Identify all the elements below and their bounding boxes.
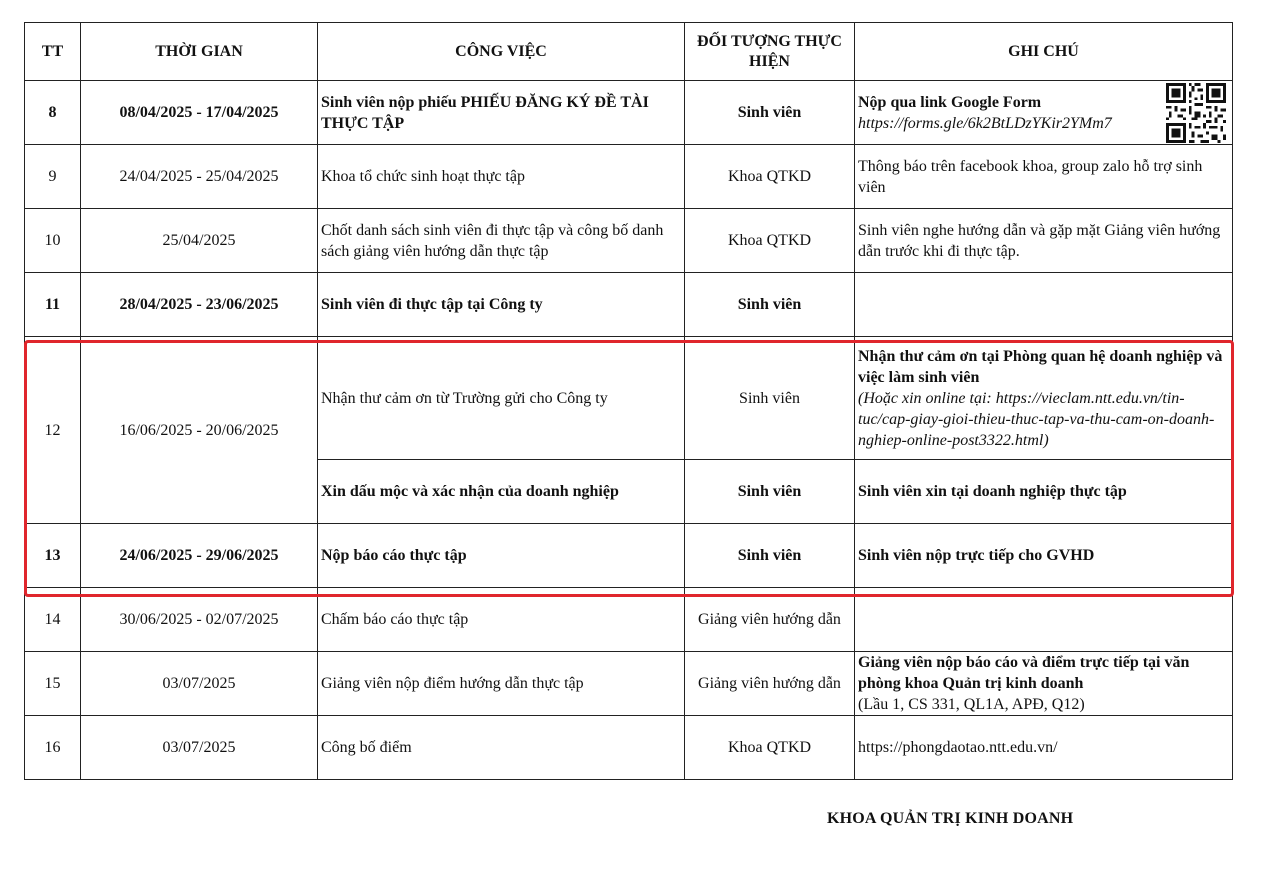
cell-note [855, 337, 1233, 460]
cell-target: Sinh viên [685, 460, 855, 524]
cell-task: Giảng viên nộp điểm hướng dẫn thực tập [318, 652, 685, 716]
cell-target: Giảng viên hướng dẫn [685, 588, 855, 652]
cell-task: Nộp báo cáo thực tập [318, 524, 685, 588]
cell-tt: 14 [25, 588, 81, 652]
phongdaotao-link[interactable]: https://phongdaotao.ntt.edu.vn/ [855, 716, 1233, 780]
table-row [25, 145, 1233, 209]
header-time: THỜI GIAN [81, 23, 318, 81]
cell-tt: 16 [25, 716, 81, 780]
cell-target: Giảng viên hướng dẫn [685, 652, 855, 716]
vieclam-link[interactable]: (Hoặc xin online tại: https://vieclam.ntt.edu.vn/tin-tuc/cap-giay-gioi-thieu-thuc-tap-va-thu-cam-on-doanh-nghiep-online-post3322.html) [858, 389, 1215, 449]
cell-tt: 8 [25, 81, 81, 145]
table-row [25, 337, 1233, 460]
header-target: ĐỐI TƯỢNG THỰC HIỆN [685, 23, 855, 81]
cell-time: 08/04/2025 - 17/04/2025 [81, 81, 318, 145]
cell-note: Sinh viên xin tại doanh nghiệp thực tập [855, 460, 1233, 524]
cell-note: Thông báo trên facebook khoa, group zalo hỗ trợ sinh viên [855, 145, 1233, 209]
table-row [25, 588, 1233, 652]
header-task: CÔNG VIỆC [318, 23, 685, 81]
schedule-table [24, 22, 1233, 780]
qr-code-icon [1163, 83, 1229, 143]
cell-tt: 9 [25, 145, 81, 209]
cell-note [855, 652, 1233, 716]
cell-target: Khoa QTKD [685, 145, 855, 209]
cell-target: Sinh viên [685, 337, 855, 460]
cell-target: Sinh viên [685, 524, 855, 588]
table-row [25, 652, 1233, 716]
header-tt: TT [25, 23, 81, 81]
note-title: Giảng viên nộp báo cáo và điểm trực tiếp tại văn phòng khoa Quản trị kinh doanh [858, 654, 1190, 692]
note-title: Nhận thư cảm ơn tại Phòng quan hệ doanh nghiệp và việc làm sinh viên [858, 347, 1223, 386]
cell-time: 03/07/2025 [81, 652, 318, 716]
cell-target: Khoa QTKD [685, 209, 855, 273]
cell-task: Chốt danh sách sinh viên đi thực tập và công bố danh sách giảng viên hướng dẫn thực tập [318, 209, 685, 273]
note-address: (Lầu 1, CS 331, QL1A, APĐ, Q12) [858, 696, 1085, 713]
cell-time: 16/06/2025 - 20/06/2025 [81, 337, 318, 524]
cell-time: 24/04/2025 - 25/04/2025 [81, 145, 318, 209]
cell-task: Nhận thư cảm ơn từ Trường gửi cho Công ty [318, 337, 685, 460]
table-row [25, 273, 1233, 337]
cell-task: Khoa tổ chức sinh hoạt thực tập [318, 145, 685, 209]
cell-note: Sinh viên nghe hướng dẫn và gặp mặt Giảng viên hướng dẫn trước khi đi thực tập. [855, 209, 1233, 273]
note-title: Nộp qua link Google Form [858, 93, 1042, 111]
cell-target: Khoa QTKD [685, 716, 855, 780]
cell-note [855, 273, 1233, 337]
table-row [25, 524, 1233, 588]
cell-time: 30/06/2025 - 02/07/2025 [81, 588, 318, 652]
cell-note: Sinh viên nộp trực tiếp cho GVHD [855, 524, 1233, 588]
cell-note [855, 588, 1233, 652]
cell-tt: 15 [25, 652, 81, 716]
cell-task: Xin dấu mộc và xác nhận của doanh nghiệp [318, 460, 685, 524]
cell-task: Sinh viên đi thực tập tại Công ty [318, 273, 685, 337]
cell-time: 28/04/2025 - 23/06/2025 [81, 273, 318, 337]
header-note: GHI CHÚ [855, 23, 1233, 81]
cell-time: 24/06/2025 - 29/06/2025 [81, 524, 318, 588]
cell-task: Công bố điểm [318, 716, 685, 780]
table-row [25, 716, 1233, 780]
header-row [25, 23, 1233, 81]
cell-note [855, 81, 1233, 145]
cell-target: Sinh viên [685, 273, 855, 337]
cell-task: Chấm báo cáo thực tập [318, 588, 685, 652]
cell-time: 03/07/2025 [81, 716, 318, 780]
footer-signature: KHOA QUẢN TRỊ KINH DOANH [827, 810, 1074, 827]
cell-tt: 13 [25, 524, 81, 588]
cell-target: Sinh viên [685, 81, 855, 145]
cell-tt: 11 [25, 273, 81, 337]
google-form-link[interactable]: https://forms.gle/6k2BtLDzYKir2YMm7 [858, 114, 1112, 132]
cell-task: Sinh viên nộp phiếu PHIẾU ĐĂNG KÝ ĐỀ TÀI THỰC TẬP [318, 81, 685, 145]
table-row [25, 81, 1233, 145]
table-row [25, 209, 1233, 273]
cell-tt: 12 [25, 337, 81, 524]
cell-time: 25/04/2025 [81, 209, 318, 273]
cell-tt: 10 [25, 209, 81, 273]
